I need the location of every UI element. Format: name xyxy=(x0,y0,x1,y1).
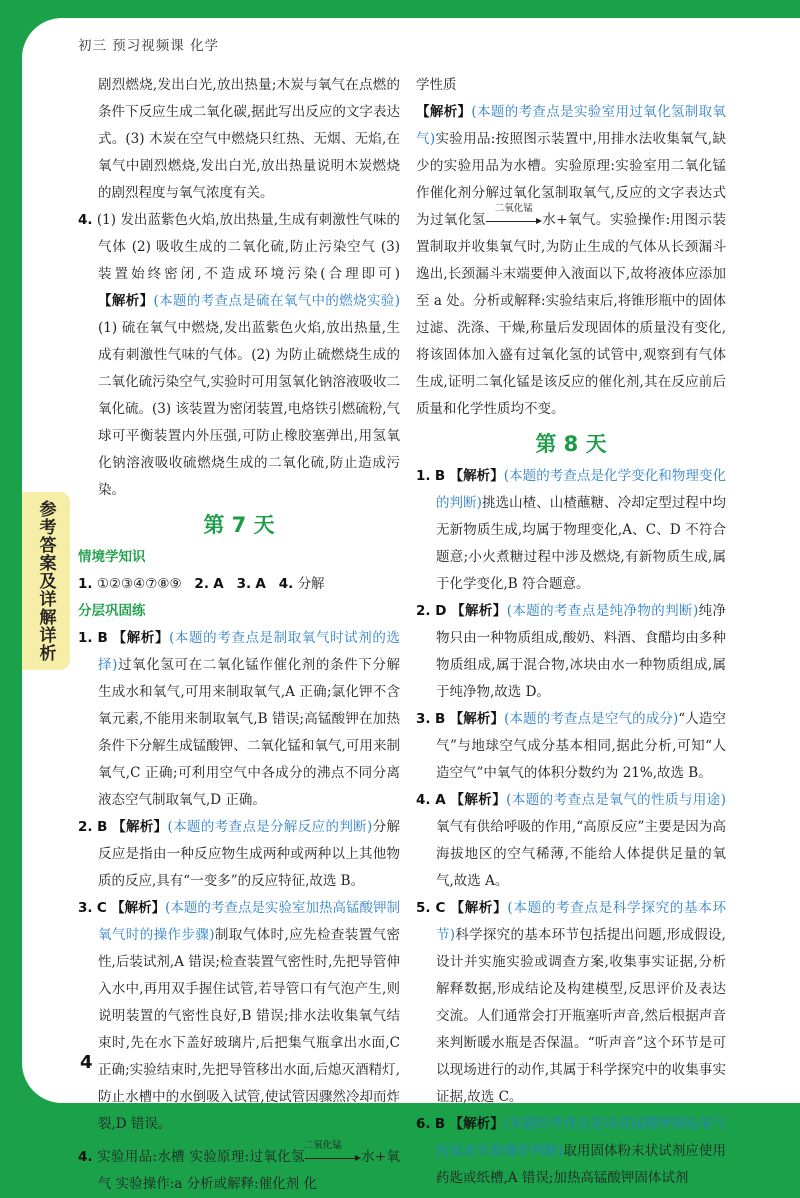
analysis-label: 【解析】 xyxy=(111,900,166,916)
test-point: (本题的考查点是硫在氧气中的燃烧实验) xyxy=(153,293,400,309)
test-point: (本题的考查点是空气的成分) xyxy=(504,711,679,727)
side-tab-label: 参考答案及详解详析 xyxy=(35,500,56,662)
page-number: 4 xyxy=(80,1052,93,1073)
explanation: 挑选山楂、山楂蘸糖、冷却定型过程中均无新物质生成,均属于物理变化,A、C、D 不符合题意;小火煮糖过程中涉及燃烧,有新物质生成,属于化学变化,B 符合题意。 xyxy=(436,495,726,592)
question-number: 4. xyxy=(78,1149,93,1165)
answer-text: 分解 xyxy=(297,576,325,592)
answer-text: ①②③④⑦⑧⑨ xyxy=(96,576,182,592)
answer-text: 实验用品:水槽 实验原理:过氧化氢 xyxy=(97,1149,305,1165)
analysis-label: 【解析】 xyxy=(112,819,168,835)
answer-continuation: 学性质 xyxy=(416,77,457,93)
analysis-label: 【解析】 xyxy=(451,603,507,619)
analysis-label: 【解析】 xyxy=(98,293,154,309)
reaction-catalyst: 二氧化锰 xyxy=(303,1139,342,1151)
side-tab xyxy=(22,492,70,670)
right-column xyxy=(416,72,726,1192)
answer-choice: B xyxy=(97,630,108,646)
answer-choice: B xyxy=(434,468,446,484)
analysis-label: 【解析】 xyxy=(416,104,472,120)
answer-item xyxy=(78,1139,401,1198)
test-point: (本题的考查点是科学探究的基本环节) xyxy=(436,900,726,943)
analysis-label: 【解析】 xyxy=(450,900,508,916)
answer-choice: A xyxy=(213,576,224,592)
question-number: 4. xyxy=(416,792,431,808)
answer-item xyxy=(416,706,726,787)
reaction-arrow xyxy=(486,202,542,227)
answer-item xyxy=(78,895,400,1138)
explanation: (1) 硫在氧气中燃烧,发出蓝紫色火焰,放出热量,生成有刺激性气味的气体。(2) 为防止硫燃烧生成的二氧化硫污染空气,实验时可用氢氧化钠溶液吸收二氧化硫。(3) 该装置为密闭装置,电烙铁引燃硫粉,气球可平衡装置内外压强,可防止橡胶塞弹出,用氢氧化钠溶液吸收硫燃烧生成的二氧化硫,防止造成污染。 xyxy=(98,320,400,498)
explanation: “人造空气”与地球空气成分基本相同,据此分析,可知“人造空气”中氧气的体积分数约为 21%,故选 B。 xyxy=(436,711,727,781)
answer-item xyxy=(416,895,726,1111)
day-7-heading: 第 7 天 xyxy=(203,513,275,537)
question-number: 3. xyxy=(236,576,252,592)
answer-item xyxy=(416,787,726,895)
question-number: 3. xyxy=(416,711,431,727)
answer-item xyxy=(416,1111,726,1192)
analysis-label: 【解析】 xyxy=(449,468,504,484)
test-point: (本题的考查点是分解反应的判断) xyxy=(167,819,373,835)
reaction-arrow xyxy=(303,1139,361,1164)
explanation: 制取气体时,应先检查装置气密性,后装试剂,A 错误;检查装置气密性时,先把导管伸入水中,再用双手握住试管,若导管口有气泡产生,则说明装置的气密性良好,B 错误;排水法收集氧气结束时,先在水下盖好玻璃片,后把集气瓶拿出水面,C 正确;实验结束时,先把导管移出水面,后熄灭酒精灯,防止水槽中的水倒吸入试管,使试管因骤然冷却而炸裂,D 错误。 xyxy=(98,927,400,1132)
question-number: 4. xyxy=(78,212,93,228)
answer-item xyxy=(78,814,400,895)
section-heading-practice: 分层巩固练 xyxy=(78,603,146,619)
answer-item xyxy=(416,463,726,598)
test-point: (本题的考查点是实验室加热高锰酸钾制氧气时的操作步骤) xyxy=(98,900,401,943)
left-column xyxy=(78,72,400,1198)
analysis-label: 【解析】 xyxy=(449,1116,504,1132)
answer-item xyxy=(416,598,726,706)
day-8-heading: 第 8 天 xyxy=(535,432,607,456)
test-point: (本题的考查点是实验室用过氧化氢制取氧气) xyxy=(416,104,726,147)
analysis-label: 【解析】 xyxy=(112,630,170,646)
test-point: (本题的考查点是氧气的性质与用途) xyxy=(506,792,726,808)
explanation: 过氧化氢可在二氧化锰作催化剂的条件下分解生成水和氧气,可用来制取氧气,A 正确;氯化钾不含氧元素,不能用来制取氧气,B 错误;高锰酸钾在加热条件下分解生成锰酸钾、二氧化锰和氧气,可用来制氧气,C 正确;可利用空气中各成分的沸点不同分离液态空气制取氧气,D 正确。 xyxy=(98,657,400,808)
answer-text: (1) 发出蓝紫色火焰,放出热量,生成有刺激性气味的气体 (2) 吸收生成的二氧化硫,防止污染空气 (3) 装置始终密闭,不造成环境污染(合理即可) xyxy=(96,212,400,282)
question-number: 1. xyxy=(78,630,93,646)
test-point: (本题的考查点是用高锰酸钾制取氧气的基本实验操作判断) xyxy=(436,1116,727,1159)
test-point: (本题的考查点是制取氧气时试剂的选择) xyxy=(98,630,400,673)
analysis-block xyxy=(416,99,726,423)
answer-choice: C xyxy=(435,900,446,916)
question-number: 5. xyxy=(416,900,431,916)
test-point: (本题的考查点是纯净物的判断) xyxy=(506,603,699,619)
answer-continuation: 剧烈燃烧,发出白光,放出热量;木炭与氧气在点燃的条件下反应生成二氧化碳,据此写出反应的文字表达式。(3) 木炭在空气中燃烧只红热、无烟、无焰,在氧气中剧烈燃烧,发出白光,放出热量说明木炭燃烧的剧烈程度与氧气浓度有关。 xyxy=(98,77,400,201)
page-header: 初三 预习视频课 化学 xyxy=(78,38,220,54)
question-number: 2. xyxy=(78,819,93,835)
answer-choice: B xyxy=(434,711,446,727)
answer-item xyxy=(78,207,400,504)
answer-choice: A xyxy=(435,792,446,808)
answer-item xyxy=(78,625,400,814)
reaction-catalyst: 二氧化锰 xyxy=(494,202,533,214)
question-number: 3. xyxy=(78,900,93,916)
question-number: 1. xyxy=(416,468,431,484)
question-number: 2. xyxy=(194,576,209,592)
explanation: 科学探究的基本环节包括提出问题,形成假设,设计并实施实验或调查方案,收集事实证据,分析解释数据,形成结论及构建模型,反思评价及表达交流。人们通常会打开瓶塞听声音,然后根据声音来判断暖水瓶是否保温。“听声音”这个环节是可以现场进行的动作,其属于科学探究中的收集事实证据,故选 C。 xyxy=(436,927,726,1105)
explanation: 取用固体粉末状试剂应使用药匙或纸槽,A 错误;加热高锰酸钾固体试剂 xyxy=(436,1143,726,1186)
explanation: 纯净物只由一种物质组成,酸奶、料酒、食醋均由多种物质组成,属于混合物,冰块由水一种物质组成,属于纯净物,故选 D。 xyxy=(436,603,727,700)
analysis-label: 【解析】 xyxy=(450,792,507,808)
answer-choice: A xyxy=(255,576,266,592)
answer-choice: D xyxy=(435,603,447,619)
answer-choice: B xyxy=(434,1116,446,1132)
answer-text: 水+氧气 实验操作:a 分析或解释:催化剂 化 xyxy=(98,1149,401,1192)
test-point: (本题的考查点是化学变化和物理变化的判断) xyxy=(436,468,727,511)
explanation: 氧气有供给呼吸的作用,“高原反应”主要是因为高海拔地区的空气稀薄,不能给人体提供足量的氧气,故选 A。 xyxy=(436,819,726,889)
analysis-label: 【解析】 xyxy=(449,711,505,727)
question-number: 2. xyxy=(416,603,431,619)
explanation: 水+氧气。实验操作:用图示装置制取并收集氧气时,为防止生成的气体从长颈漏斗逸出,长颈漏斗末端要伸入液面以下,故将液体应添加至 a 处。分析或解释:实验结束后,将锥形瓶中的固体过滤、洗涤、干燥,称量后发现固体的质量没有变化,将该固体加入盛有过氧化氢的试管中,观察到有气体生成,证明二氧化锰是该反应的催化剂,其在反应前后质量和化学性质均不变。 xyxy=(416,212,726,417)
explanation: 实验用品:按照图示装置中,用排水法收集氧气,缺少的实验用品为水槽。实验原理:实验室用二氧化锰作催化剂分解过氧化氢制取氧气,反应的文字表达式为过氧化氢 xyxy=(416,131,726,228)
explanation: 分解反应是指由一种反应物生成两种或两种以上其他物质的反应,具有“一变多”的反应特征,故选 B。 xyxy=(98,819,400,889)
answer-choice: B xyxy=(97,819,108,835)
section-heading-situation: 情境学知识 xyxy=(78,549,146,565)
question-number: 1. xyxy=(78,576,93,592)
question-number: 6. xyxy=(416,1116,431,1132)
question-number: 4. xyxy=(278,576,294,592)
quick-answers xyxy=(78,571,400,598)
answer-choice: C xyxy=(96,900,107,916)
